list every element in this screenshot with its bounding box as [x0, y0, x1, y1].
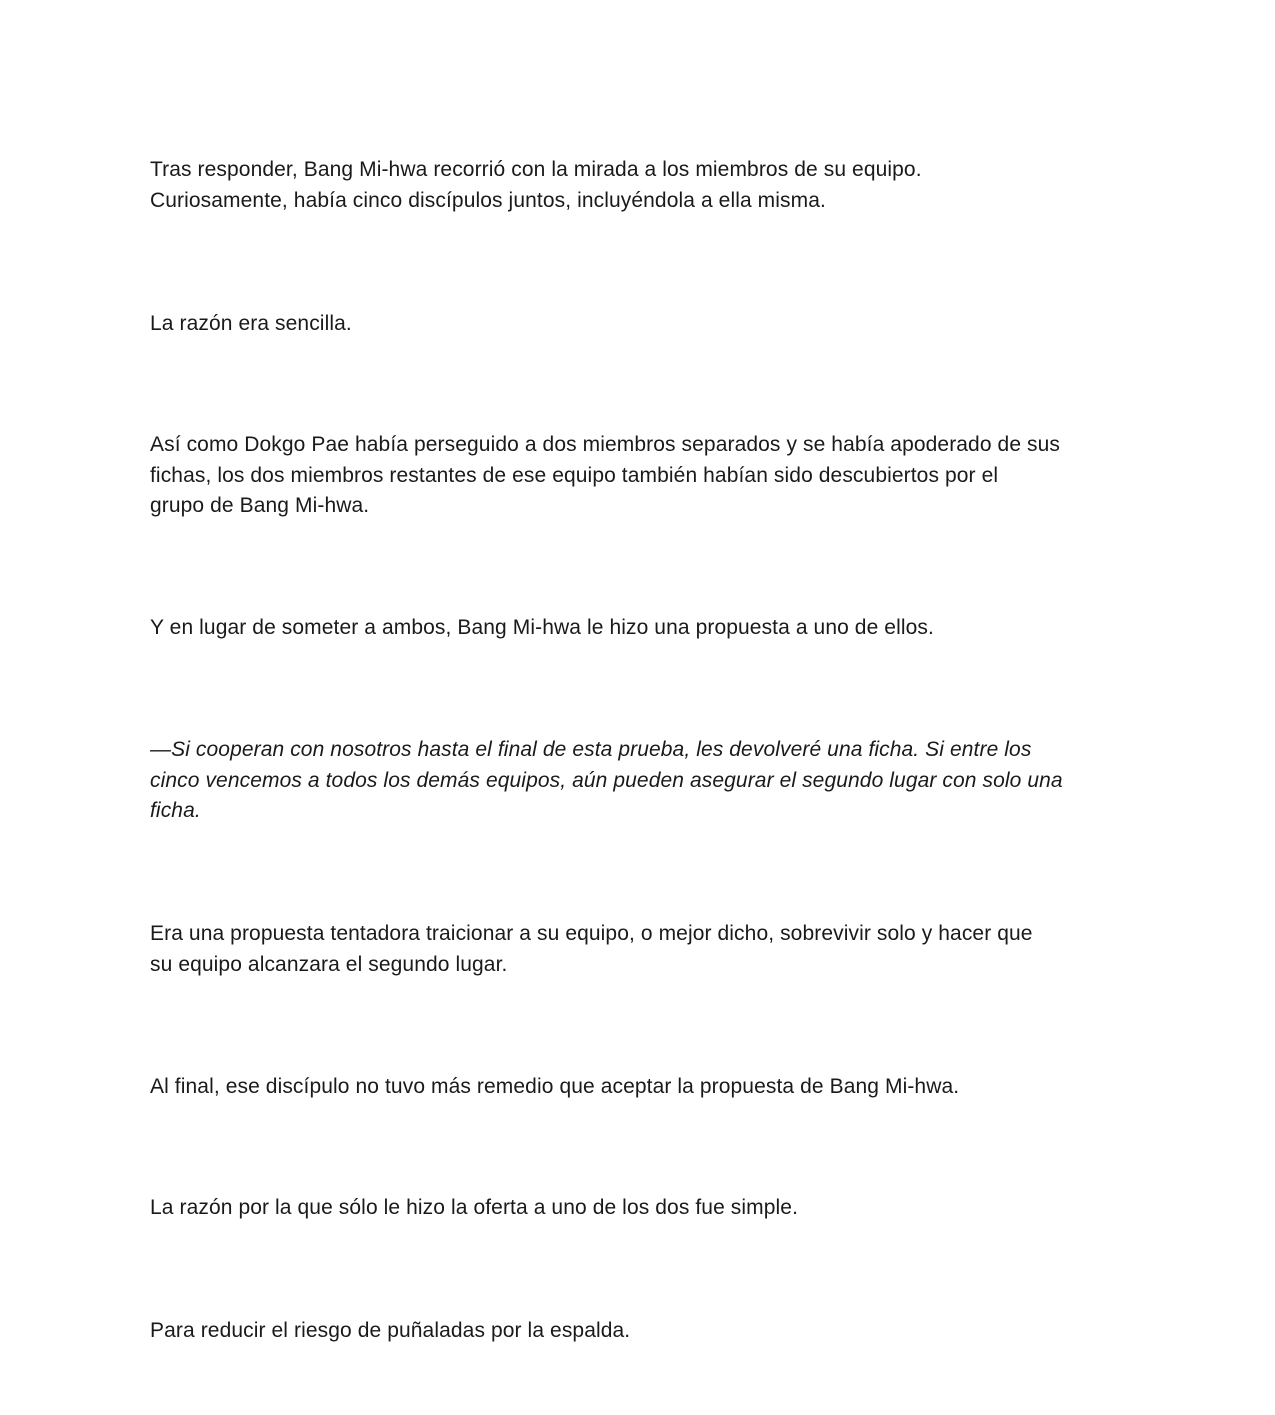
text-line: Así como Dokgo Pae había perseguido a dos miembros separados y se había apoderado de sus — [150, 433, 1061, 456]
paragraph — [150, 1316, 1125, 1347]
text-line: fichas, los dos miembros restantes de ese equipo también habían sido descubiertos por el — [150, 463, 999, 487]
paragraph — [150, 613, 1125, 644]
text-line: La razón era sencilla. — [150, 312, 352, 335]
text-line: su equipo alcanzara el segundo lugar. — [150, 952, 508, 976]
text-line: cinco vencemos a todos los demás equipos, aún pueden asegurar el segundo lugar con solo una — [150, 768, 1063, 792]
text-line: La razón por la que sólo le hizo la oferta a uno de los dos fue simple. — [150, 1196, 798, 1219]
text-line: Y en lugar de someter a ambos, Bang Mi-hwa le hizo una propuesta a uno de ellos. — [150, 616, 934, 639]
text-line: —Si cooperan con nosotros hasta el final de esta prueba, les devolveré una ficha. Si entre los — [150, 738, 1032, 761]
paragraph — [150, 1072, 1125, 1103]
paragraph — [150, 155, 1125, 216]
text-line: Para reducir el riesgo de puñaladas por la espalda. — [150, 1319, 631, 1342]
text-line: Era una propuesta tentadora traicionar a su equipo, o mejor dicho, sobrevivir solo y hacer que — [150, 922, 1033, 945]
text-line: ficha. — [150, 799, 201, 822]
paragraph — [150, 309, 1125, 340]
paragraph — [150, 1193, 1125, 1224]
text-line: grupo de Bang Mi-hwa. — [150, 494, 370, 517]
text-line: Curiosamente, había cinco discípulos juntos, incluyéndola a ella misma. — [150, 188, 826, 212]
text-line: Tras responder, Bang Mi-hwa recorrió con la mirada a los miembros de su equipo. — [150, 158, 922, 181]
paragraph — [150, 430, 1125, 522]
dialogue-paragraph — [150, 735, 1125, 827]
text-line: Al final, ese discípulo no tuvo más remedio que aceptar la propuesta de Bang Mi-hwa. — [150, 1075, 960, 1098]
paragraph — [150, 919, 1125, 980]
